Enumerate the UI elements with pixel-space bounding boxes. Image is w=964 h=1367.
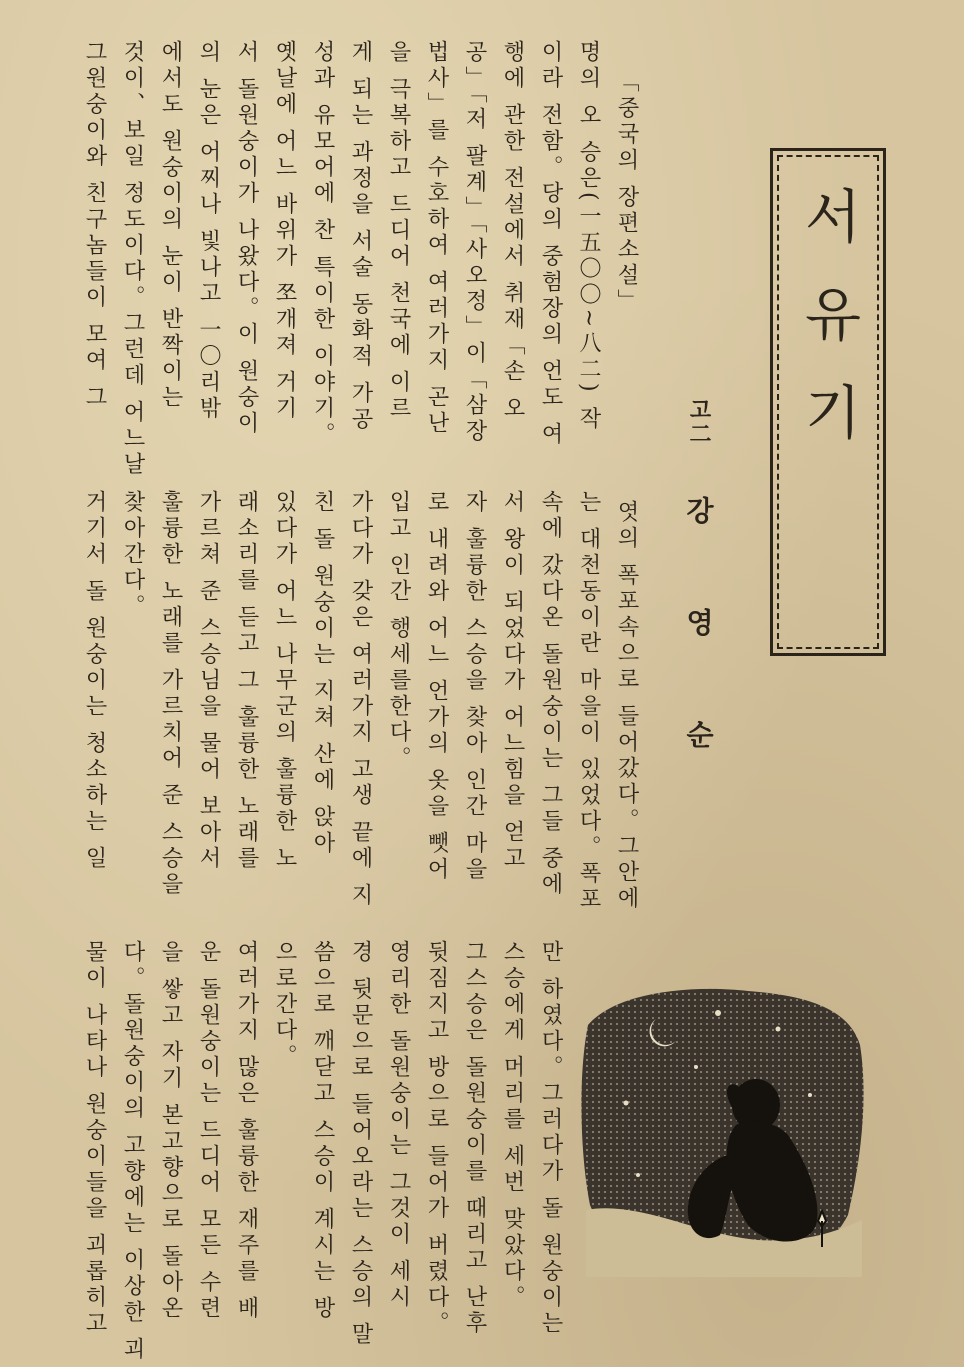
text-column-16: 엿의 폭포속으로 들어갔다。그안에 [614,500,639,912]
text-column-31: 만 하였다。그러다가 돌 원숭이는 [538,940,563,1337]
text-column-25: 있다가 어느 나무군의 훌륭한 노 [272,490,297,872]
text-column-21: 로 내려와 어느 언가의 옷을 뺏어 [424,490,449,883]
star-icon [808,1093,812,1097]
star-icon [776,1027,781,1032]
text-column-32: 스승에게 머리를 세번 맞았다。 [500,940,525,1311]
author-name: 강영순 [682,496,715,832]
text-column-9: 성과 유모어에 찬 특이한 이야기。 [310,40,335,448]
text-column-17: 는 대천동이란 마을이 있었다。폭포 [576,490,601,913]
text-column-33: 그스승은 돌원숭이를 때리고 난후 [462,940,487,1337]
text-column-38: 으로간다。 [272,940,297,1070]
story-title: 서유기 [794,186,862,480]
text-column-29: 찾아간다。 [120,490,145,620]
star-icon [624,1101,629,1106]
star-icon [636,1173,640,1177]
text-column-40: 운 돌원숭이는 드디어 모든 수련 [196,940,221,1322]
star-icon [715,1010,721,1016]
text-column-14: 것이、보일 정도이다。그런데 어느날 [120,40,145,478]
text-column-28: 훌륭한 노래를 가르치어 준 스승을 [158,490,183,898]
text-column-20: 자 훌륭한 스승을 찾아 인간 마을 [462,490,487,883]
text-column-6: 법사」를 수호하여 여러가지 곤난 [424,40,449,437]
author-line [678,398,718,832]
text-column-23: 가다가 갖은 여러가지 고생 끝에 지 [348,490,373,909]
text-column-12: 의 눈은 어찌나 빛나고 一〇리밖 [196,40,221,422]
text-column-1: 「중국의 장편소설」 [614,70,639,315]
text-column-3: 이라 전함。당의 중험장의 언도 여 [538,40,563,448]
text-column-18: 속에 갔다온 돌원숭이는 그들 중에 [538,490,563,898]
text-column-2: 명의 오 승은(一五〇〇~八二) 작 [576,40,601,433]
text-column-24: 친 돌 원숭이는 지쳐 산에 앉아 [310,490,335,857]
star-icon [694,1065,698,1069]
text-column-34: 뒷짐지고 방으로 들어가 버렸다。 [424,940,449,1337]
text-column-27: 가르쳐 준 스승님을 물어 보아서 [196,490,221,872]
text-column-41: 을 쌓고 자기 본고향으로 돌아온 [158,940,183,1322]
text-column-10: 옛날에 어느 바위가 쪼개져 거기 [272,40,297,422]
text-column-37: 씀으로 깨닫고 스승이 계시는 방 [310,940,335,1322]
text-column-22: 입고 인간 행세를한다。 [386,490,411,772]
text-column-43: 물이 나타나 원숭이들을 괴롭히고 [82,940,107,1337]
author-grade: 고二 [686,398,711,446]
text-column-7: 을 극복하고 드디어 천국에 이르 [386,40,411,422]
text-column-35: 영리한 돌원숭이는 그것이 세시 [386,940,411,1311]
text-column-13: 에서도 원숭이의 눈이 반짝이는 [158,40,183,411]
text-column-4: 행에 관한 전설에서 취재「손 오 [500,40,525,422]
text-column-42: 다。돌원숭이의 고향에는 이상한 괴 [120,940,145,1363]
text-column-11: 서 돌원숭이가 나왔다。이 원숭이 [234,40,259,437]
text-column-5: 공」「저 팔계」「사오정」이「삼장 [462,40,487,445]
text-column-8: 게 되는 과정을 서술 동화적 가공 [348,40,373,433]
text-column-39: 여러가지 많은 훌륭한 재주를 배 [234,940,259,1322]
monkey-illustration [578,985,868,1277]
text-column-26: 래소리를 듣고 그 훌륭한 노래를 [234,490,259,872]
text-column-36: 경 뒷문으로 들어오라는 스승의 말 [348,940,373,1348]
text-column-15: 그원숭이와 친구놈들이 모여 그 [82,40,107,411]
text-column-19: 서 왕이 되었다가 어느힘을 얻고 [500,490,525,872]
text-column-30: 거기서 돌 원숭이는 청소하는 일 [82,490,107,872]
